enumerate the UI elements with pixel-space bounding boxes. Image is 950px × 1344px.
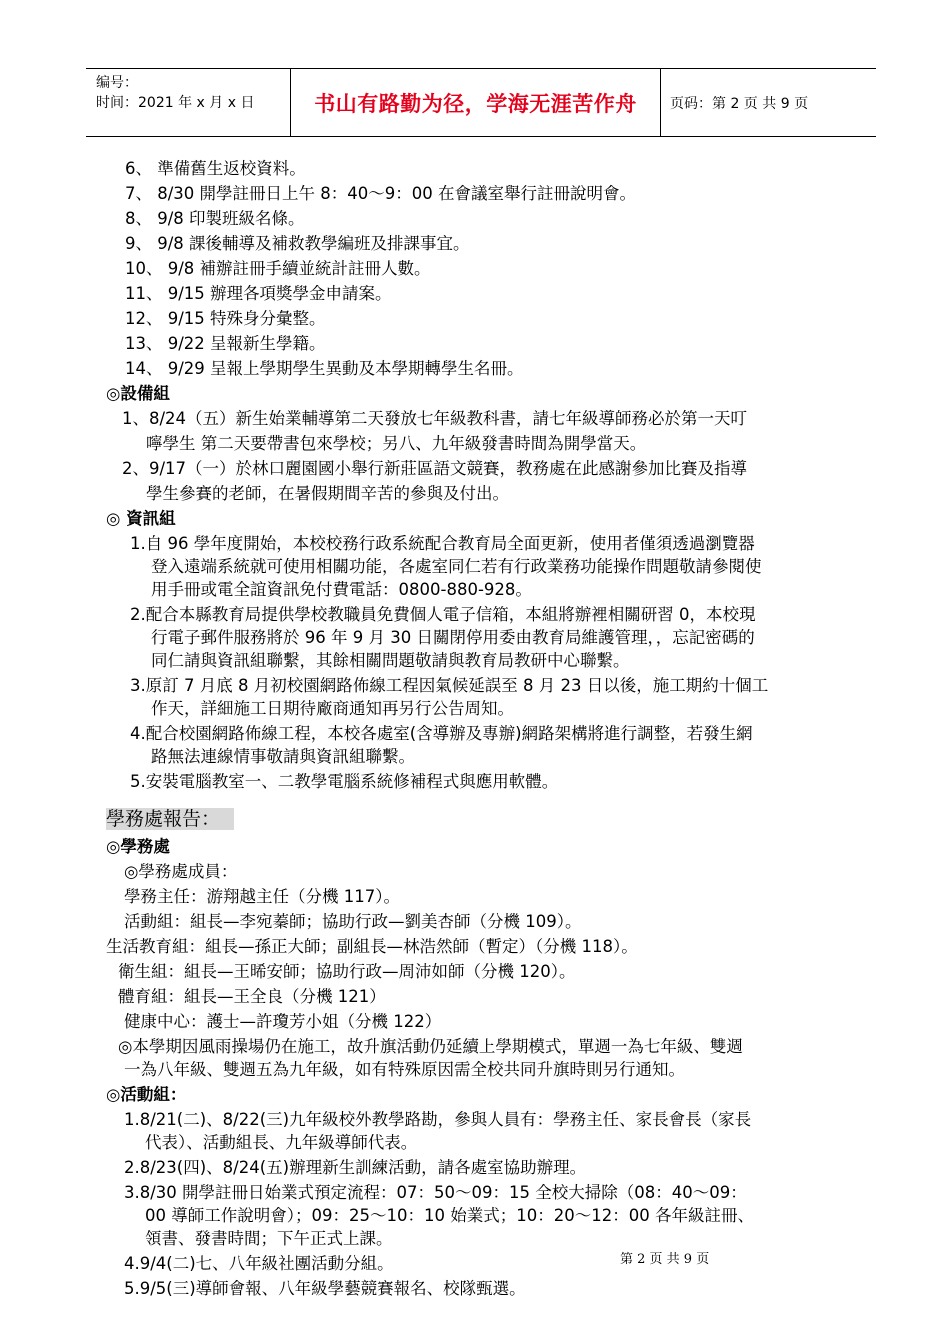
paragraph-line: 5.安裝電腦教室一、二教學電腦系統修補程式與應用軟體。 (130, 772, 559, 791)
list-item: 10、 9/8 補辦註冊手續並統計註冊人數。 (125, 259, 431, 278)
list-item: 9、 9/8 課後輔導及補救教學編班及排課事宜。 (125, 234, 470, 253)
paragraph-line: 作天，詳細施工日期待廠商通知再另行公告周知。 (151, 699, 514, 718)
paragraph-line: 同仁請與資訊組聯繫，其餘相關問題敬請與教育局教研中心聯繫。 (151, 651, 630, 670)
paragraph-line: 4.9/4(二)七、八年級社團活動分組。 (124, 1254, 394, 1273)
paragraph-line: 領書、發書時間；下午正式上課。 (145, 1229, 393, 1248)
list-item: 11、 9/15 辦理各項獎學金申請案。 (125, 284, 392, 303)
paragraph-line: 行電子郵件服務將於 96 年 9 月 30 日關閉停用委由教育局維護管理，，忘記密碼的 (151, 628, 755, 647)
list-item: 7、 8/30 開學註冊日上午 8：40～9：00 在會議室舉行註冊說明會。 (125, 184, 637, 203)
page-header (86, 68, 876, 137)
paragraph-line: 5.9/5(三)導師會報、八年級學藝競賽報名、校隊甄選。 (124, 1279, 526, 1298)
paragraph-line: 體育組：組長—王全良（分機 121） (118, 987, 386, 1006)
header-meta (86, 69, 291, 136)
list-item: 6、 準備舊生返校資料。 (125, 159, 306, 178)
section-title-student-affairs: 學務處報告： (106, 808, 234, 831)
list-item: 14、 9/29 呈報上學期學生異動及本學期轉學生名冊。 (125, 359, 524, 378)
paragraph-line: 用手冊或電全誼資訊免付費電話：0800-880-928。 (151, 580, 532, 599)
header-page-number: 页码：第 2 页 共 9 页 (670, 95, 809, 112)
paragraph-line: 2.配合本縣教育局提供學校教職員免費個人電子信箱，本組將辦裡相關研習 0，本校現 (130, 605, 756, 624)
paragraph-line: 學生參賽的老師，在暑假期間辛苦的參與及付出。 (146, 484, 509, 503)
paragraph-line: 2、9/17（一）於林口麗園國小舉行新莊區語文競賽，教務處在此感謝參加比賽及指導 (122, 459, 748, 478)
paragraph-line: ◎本學期因風雨操場仍在施工，故升旗活動仍延續上學期模式，單週一為七年級、雙週 (118, 1037, 743, 1056)
paragraph-line: ◎學務處成員： (124, 862, 238, 881)
paragraph-line: 學務主任：游翔越主任（分機 117）。 (124, 887, 400, 906)
document-number: 编号： (96, 75, 138, 91)
section-heading-activities: ◎活動組： (106, 1085, 187, 1104)
paragraph-line: 登入遠端系統就可使用相關功能，各處室同仁若有行政業務功能操作問題敬請參閱使 (151, 557, 762, 576)
section-heading-student-affairs: ◎學務處 (106, 837, 170, 856)
paragraph-line: 2.8/23(四)、8/24(五)辦理新生訓練活動，請各處室協助辦理。 (124, 1158, 587, 1177)
paragraph-line: 4.配合校園網路佈線工程，本校各處室(含導辦及專辦)網路架構將進行調整，若發生網 (130, 724, 753, 743)
paragraph-line: 1.自 96 學年度開始，本校校務行政系統配合教育局全面更新，使用者僅須透過瀏覽器 (130, 534, 755, 553)
section-heading-it: ◎ 資訊組 (106, 509, 176, 528)
paragraph-line: 代表）、活動組長、九年級導師代表。 (145, 1133, 418, 1152)
paragraph-line: 生活教育組：組長—孫正大師；副組長—林浩然師（暫定）（分機 118）。 (106, 937, 638, 956)
paragraph-line: 一為八年級、雙週五為九年級，如有特殊原因需全校共同升旗時則另行通知。 (124, 1060, 685, 1079)
paragraph-line: 衛生組：組長—王晞安師；協助行政—周沛如師（分機 120）。 (118, 962, 576, 981)
paragraph-line: 1、8/24（五）新生始業輔導第二天發放七年級教科書，請七年級導師務必於第一天叮 (122, 409, 748, 428)
paragraph-line: 3.原訂 7 月底 8 月初校園網路佈線工程因氣候延誤至 8 月 23 日以後，施工期約十個工 (130, 676, 769, 695)
list-item: 13、 9/22 呈報新生學籍。 (125, 334, 326, 353)
paragraph-line: 嚀學生 第二天要帶書包來學校；另八、九年級發書時間為開學當天。 (146, 434, 647, 453)
header-motto: 书山有路勤为径，学海无涯苦作舟 (291, 69, 661, 136)
list-item: 12、 9/15 特殊身分彙整。 (125, 309, 326, 328)
paragraph-line: 3.8/30 開學註冊日始業式預定流程：07：50～09：15 全校大掃除（08：40～09： (124, 1183, 747, 1202)
page-footer: 第 2 页 共 9 页 (620, 1252, 710, 1267)
paragraph-line: 活動組：組長—李宛蓁師；協助行政—劉美杏師（分機 109）。 (124, 912, 582, 931)
paragraph-line: 健康中心：護士—許瓊芳小姐（分機 122） (124, 1012, 442, 1031)
paragraph-line: 路無法連線情事敬請與資訊組聯繫。 (151, 747, 415, 766)
section-heading-equipment: ◎設備組 (106, 384, 170, 403)
list-item: 8、 9/8 印製班級名條。 (125, 209, 305, 228)
document-time: 时间：2021 年 x 月 x 日 (96, 95, 255, 111)
paragraph-line: 00 導師工作說明會）；09：25～10：10 始業式；10：20～12：00 各年級註冊、 (145, 1206, 754, 1225)
paragraph-line: 1.8/21(二)、8/22(三)九年級校外教學路勘，參與人員有：學務主任、家長會長（家長 (124, 1110, 752, 1129)
